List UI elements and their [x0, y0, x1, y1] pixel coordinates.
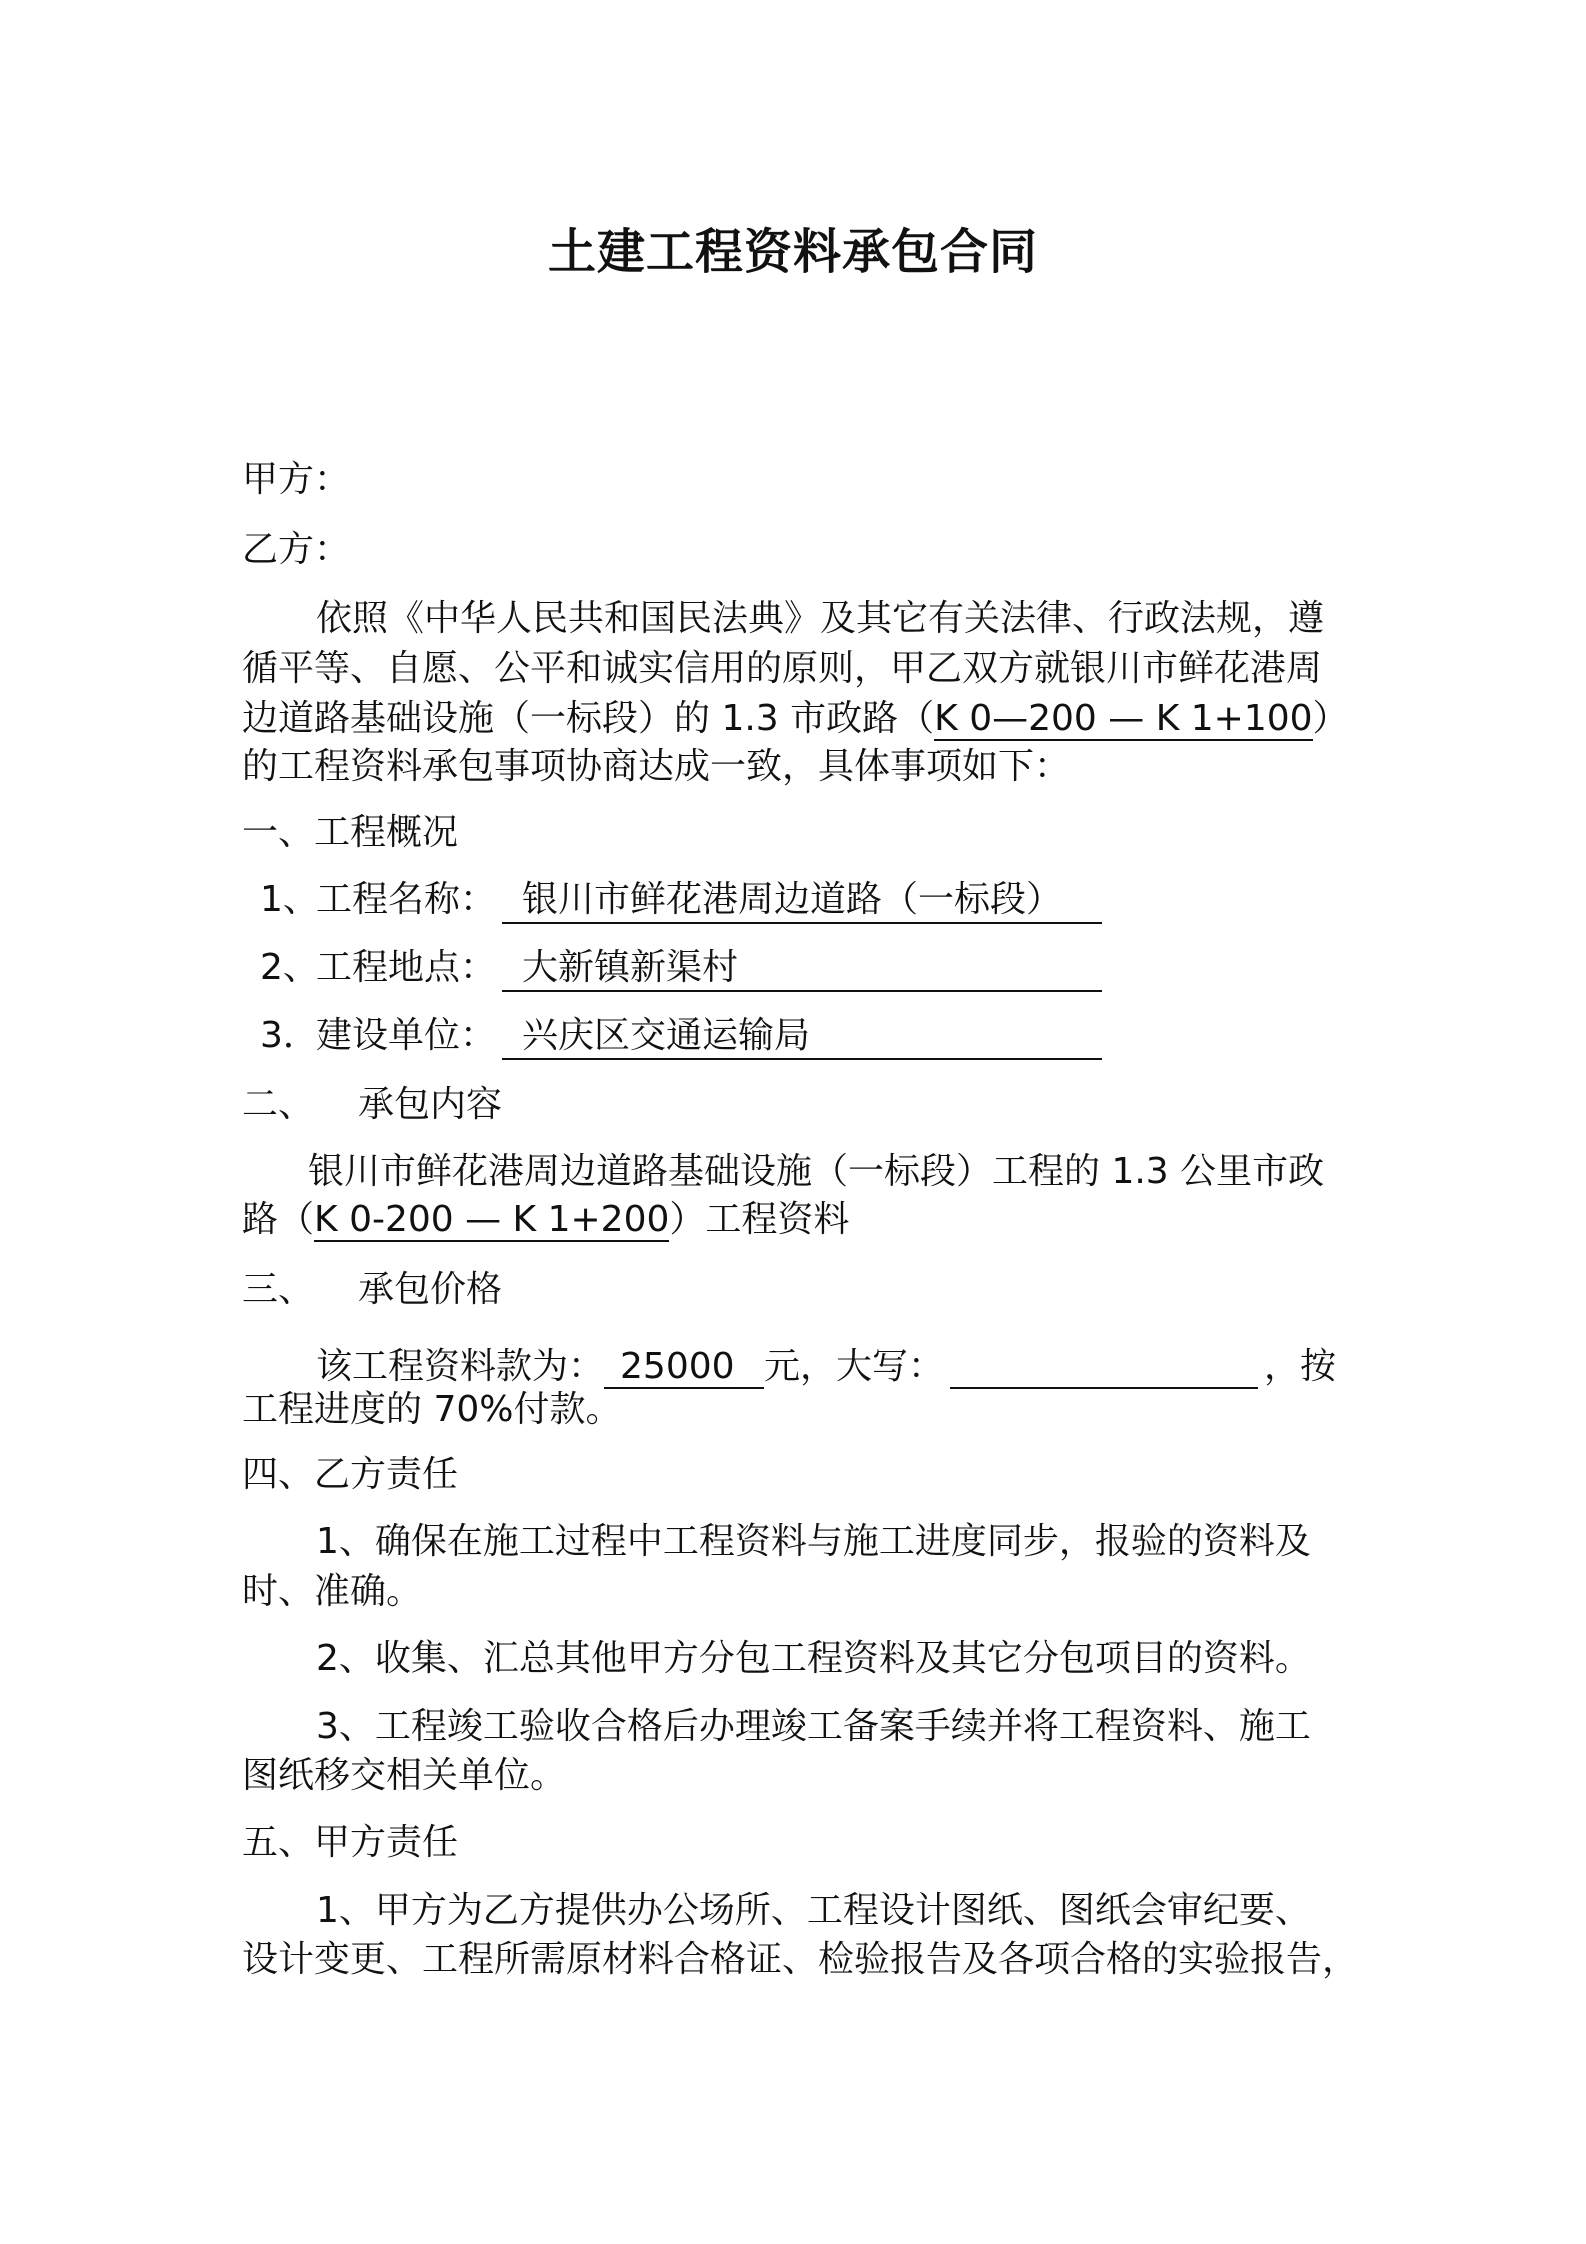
intro-line-4: 的工程资料承包事项协商达成一致，具体事项如下： — [242, 746, 1071, 787]
price-uppercase-blank — [950, 1351, 1258, 1389]
project-location-row — [260, 946, 1102, 992]
section-2-line-2-tail: ）工程资料 — [669, 1199, 850, 1240]
intro-line-3-close: ） — [1312, 698, 1349, 739]
duty-a-1-line-2: 设计变更、工程所需原材料合格证、检验报告及各项合格的实验报告， — [242, 1939, 1359, 1980]
document-title: 土建工程资料承包合同 — [547, 224, 1038, 280]
price-amount: 25000 — [604, 1347, 764, 1389]
section-1-heading: 一、工程概况 — [242, 812, 459, 853]
duty-b-1-line-1: 1、确保在施工过程中工程资料与施工进度同步，报验的资料及 — [316, 1521, 1311, 1562]
duty-b-1-line-2: 时、准确。 — [242, 1571, 423, 1612]
intro-line-1: 依照《中华人民共和国民法典》及其它有关法律、行政法规，遵 — [316, 598, 1325, 639]
price-tail: ，按 — [1264, 1346, 1337, 1387]
section-2-line-2 — [242, 1198, 849, 1242]
construction-unit-row — [260, 1014, 1102, 1060]
price-line-2: 工程进度的 70%付款。 — [242, 1389, 622, 1430]
section-4-heading: 四、乙方责任 — [242, 1454, 459, 1495]
duty-b-3-line-2: 图纸移交相关单位。 — [242, 1755, 567, 1796]
intro-line-3 — [242, 697, 1349, 741]
section-3-title: 承包价格 — [358, 1269, 503, 1310]
project-name-label: 工程名称： — [316, 879, 497, 920]
intro-line-2: 循平等、自愿、公平和诚实信用的原则，甲乙双方就银川市鲜花港周 — [242, 648, 1323, 689]
section-2-num: 二、 — [242, 1084, 315, 1125]
intro-line-3-text: 边道路基础设施（一标段）的 1.3 市政路（ — [242, 698, 935, 739]
party-b-label: 乙方： — [242, 529, 351, 570]
duty-a-1-line-1: 1、甲方为乙方提供办公场所、工程设计图纸、图纸会审纪要、 — [316, 1890, 1311, 1931]
price-line-1 — [316, 1345, 1336, 1389]
intro-route-range: K 0—200 — K 1+100 — [934, 698, 1313, 739]
section-2-heading — [242, 1083, 502, 1127]
section-2-line-2-text: 路（ — [242, 1199, 315, 1240]
project-name-row — [260, 878, 1102, 924]
price-label: 该工程资料款为： — [316, 1346, 605, 1387]
duty-b-2-line-1: 2、收集、汇总其他甲方分包工程资料及其它分包项目的资料。 — [316, 1638, 1311, 1679]
project-location-label: 工程地点： — [316, 947, 497, 988]
price-currency: 元，大写： — [764, 1346, 945, 1387]
project-location-value: 大新镇新渠村 — [502, 946, 1102, 992]
project-name-num: 1、 — [260, 879, 319, 920]
section-2-title: 承包内容 — [358, 1084, 503, 1125]
construction-unit-num: 3． — [260, 1015, 319, 1056]
section-2-line-1: 银川市鲜花港周边道路基础设施（一标段）工程的 1.3 公里市政 — [308, 1151, 1325, 1192]
construction-unit-label: 建设单位： — [316, 1015, 497, 1056]
section-3-num: 三、 — [242, 1269, 315, 1310]
party-a-label: 甲方： — [242, 459, 351, 500]
section-5-heading: 五、甲方责任 — [242, 1822, 459, 1863]
project-name-value: 银川市鲜花港周边道路（一标段） — [502, 878, 1102, 924]
section-2-route-range: K 0-200 — K 1+200 — [314, 1199, 670, 1240]
section-3-heading — [242, 1268, 502, 1312]
project-location-num: 2、 — [260, 947, 319, 988]
construction-unit-value: 兴庆区交通运输局 — [502, 1014, 1102, 1060]
duty-b-3-line-1: 3、工程竣工验收合格后办理竣工备案手续并将工程资料、施工 — [316, 1706, 1311, 1747]
